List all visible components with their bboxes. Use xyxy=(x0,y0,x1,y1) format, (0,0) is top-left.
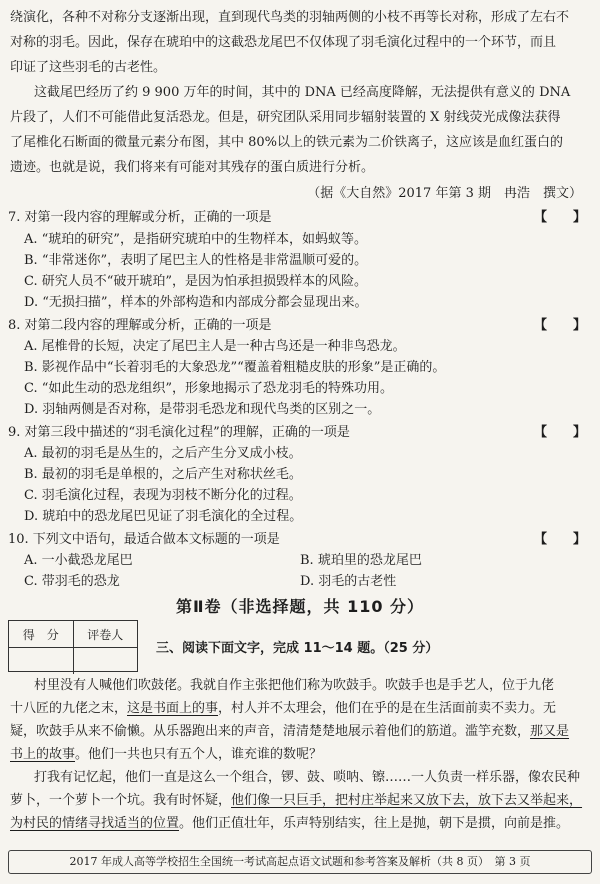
q10-option-b: B. 琥珀里的恐龙尾巴 xyxy=(300,553,422,568)
q8-option-b: B. 影视作品中“长着羽毛的大象恐龙”“覆盖着粗糙皮肤的形象”是正确的。 xyxy=(24,360,446,375)
answer-bracket-q9: 【 】 xyxy=(533,425,586,440)
answer-bracket-q10: 【 】 xyxy=(533,532,586,547)
q7-option-c: C. 研究人员不“破开琥珀”，是因为怕承担损毁样本的风险。 xyxy=(24,274,368,289)
question-9-stem: 9. 对第三段中描述的“羽毛演化过程”的理解，正确的一项是 xyxy=(8,425,350,440)
passage-bottom-line: 村里没有人喊他们吹鼓佬。我就自作主张把他们称为吹鼓手。吹鼓手也是手艺人，位于九佬 xyxy=(34,678,555,693)
passage-line: 绕演化，各种不对称分支逐渐出现，直到现代鸟类的羽轴两侧的小枝不再等长对称，形成了左右不 xyxy=(10,10,570,25)
passage-bottom-line: 疑，吹鼓手从来不偷懒。从乐器跑出来的声音，清清楚楚地展示着他们的筋道。滥竽充数，那又是 xyxy=(10,724,570,739)
passage-line: 印证了这些羽毛的古老性。 xyxy=(10,60,167,75)
passage-line: 遗迹。也就是说，我们将来有可能对其残存的蛋白质进行分析。 xyxy=(10,160,375,175)
q10-option-d: D. 羽毛的古老性 xyxy=(300,574,397,589)
passage-bottom-line: 萝卜，一个萝卜一个坑。我有时怀疑，他们像一只巨手，把村庄举起来又放下去，放下去又举起来， xyxy=(10,793,583,808)
q8-option-a: A. 尾椎骨的长短，决定了尾巴主人是一种古鸟还是一种非鸟恐龙。 xyxy=(24,339,406,354)
q7-option-b: B. “非常迷你”，表明了尾巴主人的性格是非常温顺可爱的。 xyxy=(24,253,368,268)
passage-bottom-line: 打我有记忆起，他们一直是这么一个组合，锣、鼓、唢呐、镲……一人负责一样乐器，像农民种 xyxy=(34,770,581,785)
q8-option-c: C. “如此生动的恐龙组织”，形象地揭示了恐龙羽毛的特殊功用。 xyxy=(24,381,394,396)
q7-option-d: D. “无损扫描”，样本的外部构造和内部成分都会显现出来。 xyxy=(24,295,368,310)
passage-line: 这截尾巴经历了约 9 900 万年的时间，其中的 DNA 已经高度降解，无法提供有意义的 DNA xyxy=(34,85,571,100)
question-7-stem: 7. 对第一段内容的理解或分析，正确的一项是 xyxy=(8,210,272,225)
passage-line: 对称的羽毛。因此，保存在琥珀中的这截恐龙尾巴不仅体现了羽毛演化过程中的一个环节，而且 xyxy=(10,35,557,50)
part-2-title: 第Ⅱ卷（非选择题，共 110 分） xyxy=(175,597,425,616)
q7-option-a: A. “琥珀的研究”，是指研究琥珀中的生物样本，如蚂蚁等。 xyxy=(24,232,367,247)
q10-option-c: C. 带羽毛的恐龙 xyxy=(24,574,120,589)
passage-line: 了尾椎化石断面的微量元素分布图，其中 80%以上的铁元素为二价铁离子，这应该是血红蛋白的 xyxy=(10,135,564,150)
score-input-cell[interactable] xyxy=(9,648,74,674)
grader-input-cell[interactable] xyxy=(74,648,138,674)
passage-source: （据《大自然》2017 年第 3 期 冉浩 撰文） xyxy=(307,186,582,201)
passage-bottom-line: 为村民的情绪寻找适当的位置。他们正值壮年，乐声特别结实，往上是抛，朝下是掼，向前是推。 xyxy=(10,816,570,831)
q10-option-a: A. 一小截恐龙尾巴 xyxy=(24,553,133,568)
q9-option-b: B. 最初的羽毛是单根的，之后产生对称状丝毛。 xyxy=(24,467,302,482)
passage-bottom-line: 十八匠的九佬之末，这是书面上的事，村人并不太理会，他们在乎的是在生活面前卖不卖力。无 xyxy=(10,701,557,716)
section-3-heading: 三、阅读下面文字，完成 11～14 题。（25 分） xyxy=(156,641,439,656)
score-table xyxy=(8,620,138,672)
score-label: 得 分 xyxy=(9,621,74,647)
q9-option-c: C. 羽毛演化过程，表现为羽枝不断分化的过程。 xyxy=(24,488,302,503)
passage-bottom-line: 书上的故事。他们一共也只有五个人，谁充谁的数呢？ xyxy=(10,747,323,762)
page-footer: 2017 年成人高等学校招生全国统一考试高起点语文试题和参考答案及解析（共 8 页） 第 3 页 xyxy=(8,850,592,874)
question-8-stem: 8. 对第二段内容的理解或分析，正确的一项是 xyxy=(8,318,272,333)
answer-bracket-q7: 【 】 xyxy=(533,210,586,225)
answer-bracket-q8: 【 】 xyxy=(533,318,586,333)
passage-line: 片段了，人们不可能借此复活恐龙。但是，研究团队采用同步辐射装置的 X 射线荧光成像法获得 xyxy=(10,110,561,125)
question-10-stem: 10. 下列文中语句，最适合做本文标题的一项是 xyxy=(8,532,280,547)
q9-option-a: A. 最初的羽毛是丛生的，之后产生分叉成小枝。 xyxy=(24,446,302,461)
q8-option-d: D. 羽轴两侧是否对称，是带羽毛恐龙和现代鸟类的区别之一。 xyxy=(24,402,381,417)
q9-option-d: D. 琥珀中的恐龙尾巴见证了羽毛演化的全过程。 xyxy=(24,509,303,524)
grader-label: 评卷人 xyxy=(87,627,124,642)
